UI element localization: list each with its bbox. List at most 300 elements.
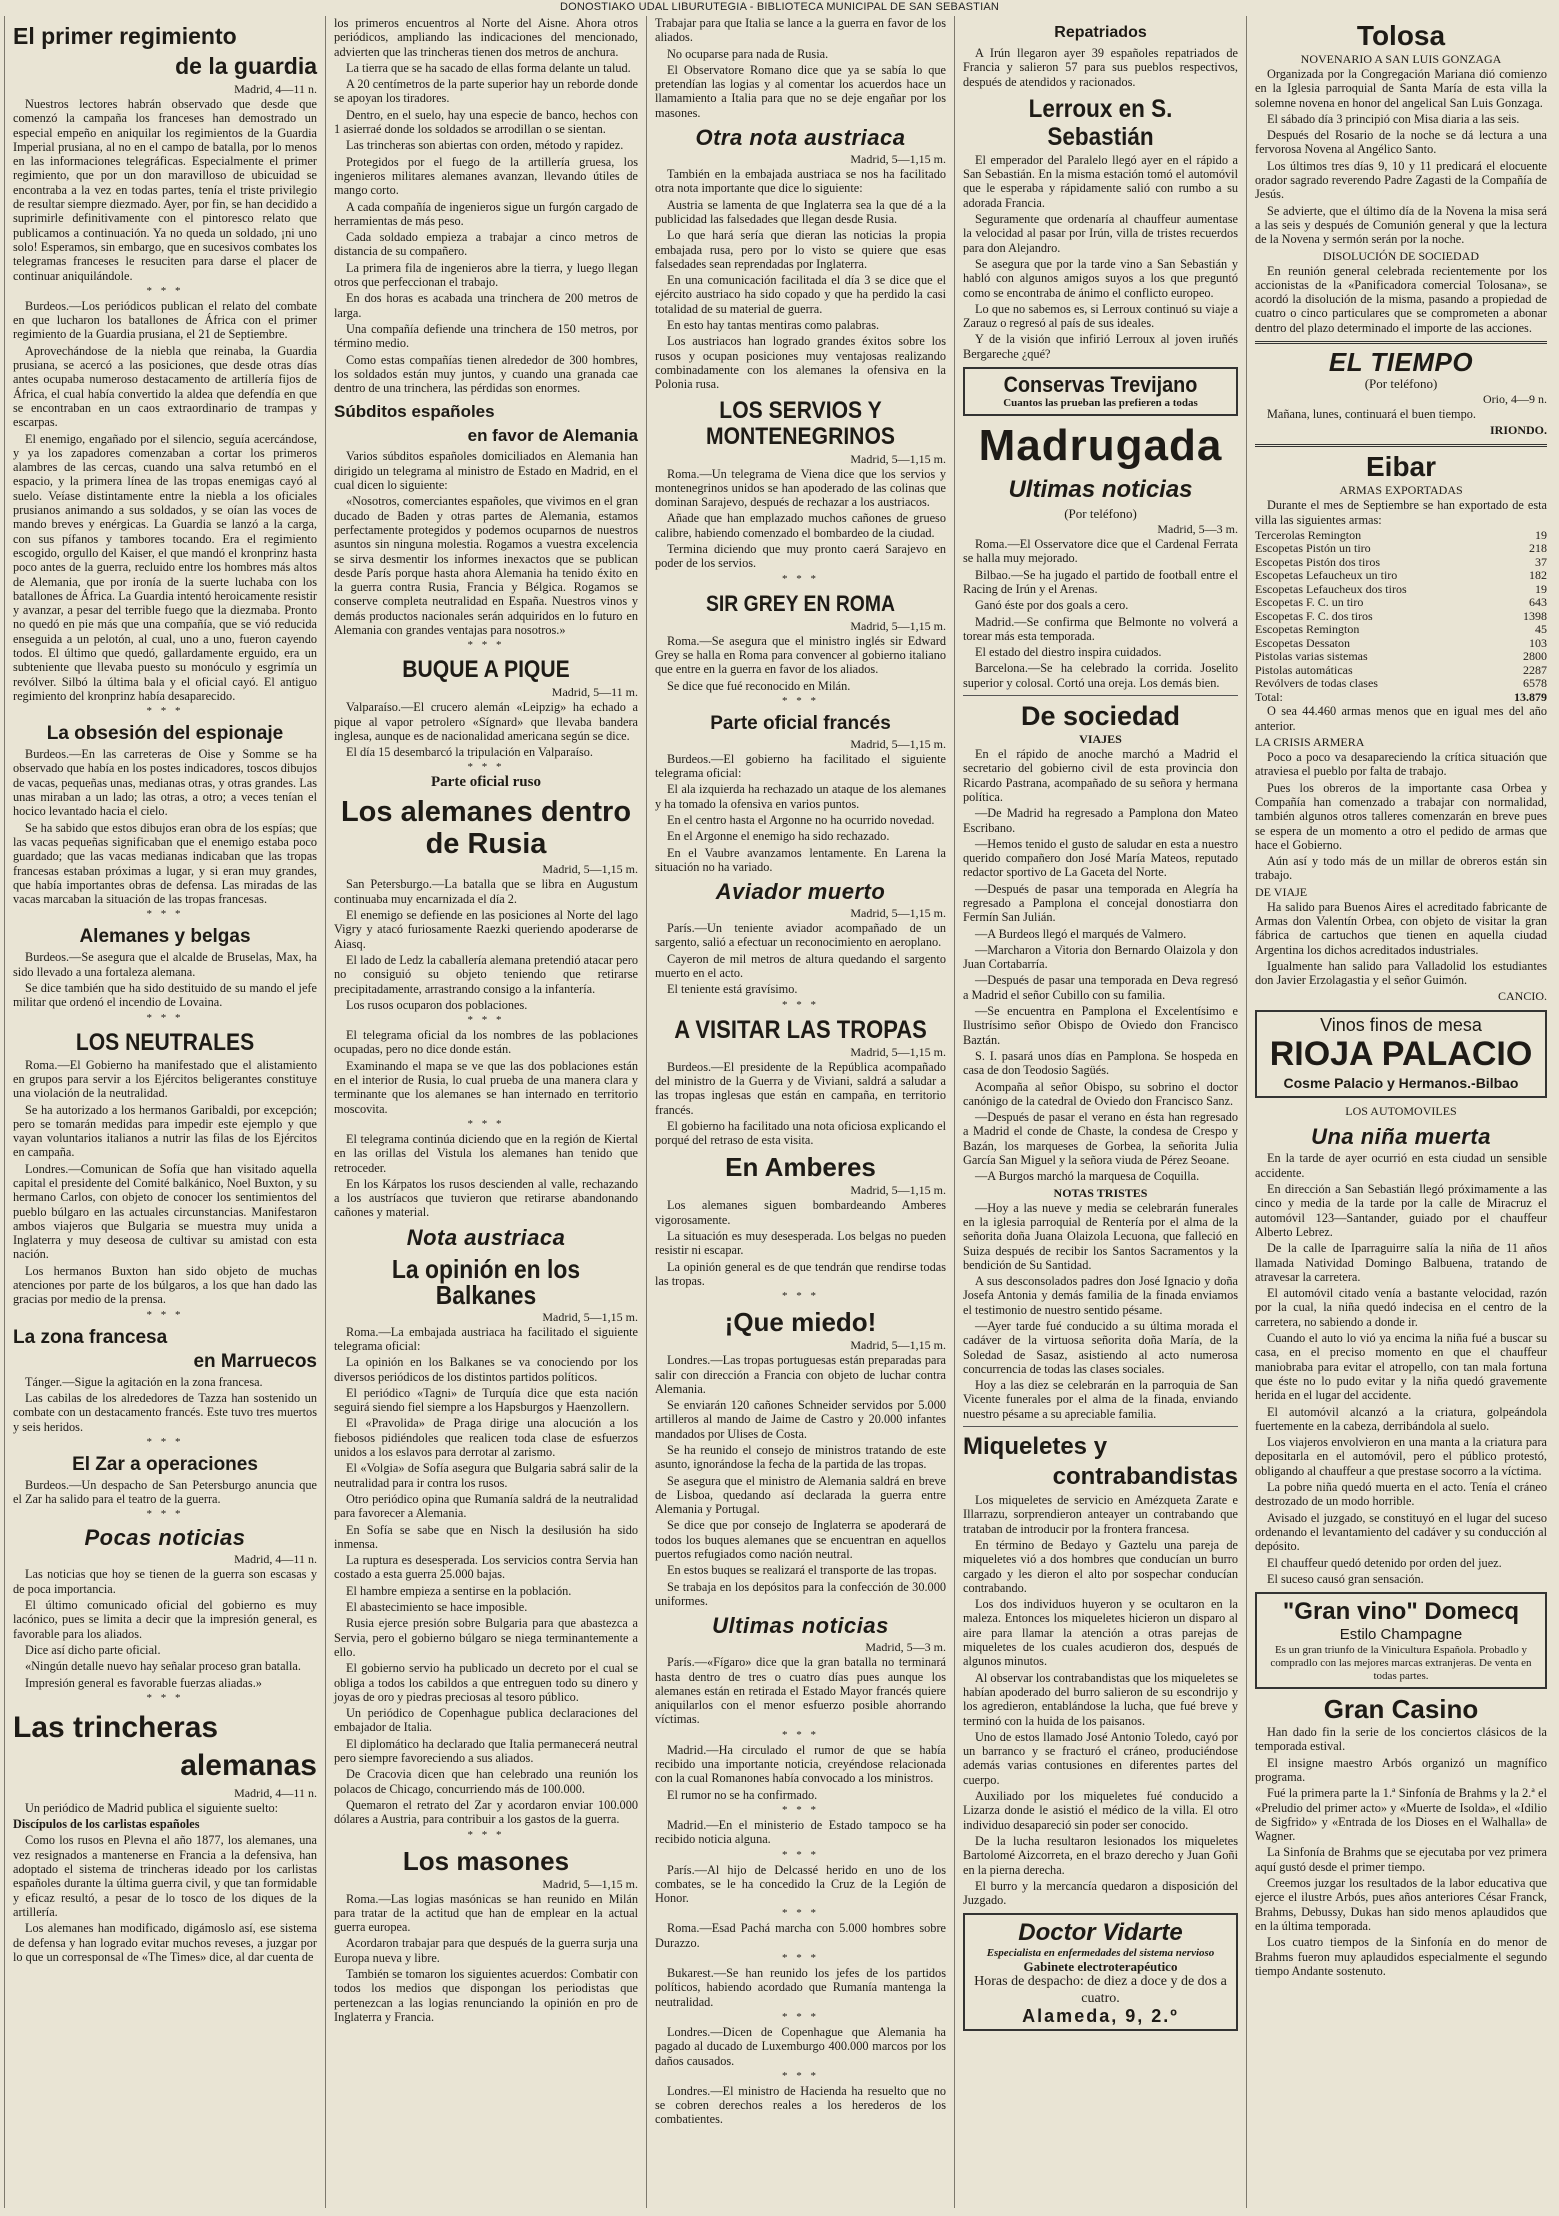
paragraph: Madrid.—En el ministerio de Estado tampoco se ha recibido noticia alguna. <box>655 1817 946 1847</box>
arms-type: Escopetas Dessaton <box>1255 635 1350 650</box>
table-row <box>1255 542 1547 556</box>
ad-rioja-palacio <box>1255 1010 1547 1098</box>
paragraph: Barcelona.—Se ha celebrado la corrida. Joselito superior y colosal. Cortó una oreja. Los demás bien. <box>963 661 1238 690</box>
subheading: LA CRISIS ARMERA <box>1255 735 1365 750</box>
paragraph: El chauffeur quedó detenido por orden del juez. <box>1267 1555 1502 1570</box>
arms-type: Escopetas Pistón dos tiros <box>1255 554 1380 569</box>
paragraph: A Irún llegaron ayer 39 españoles repatriados de Francia y salieron 57 para sus pueblos respectivos, después de atendidos y racionados. <box>963 46 1238 89</box>
paragraph: Se dice también que ha sido destituido de su mando el jefe militar que ordenó el incendio de Lovaina. <box>13 981 317 1010</box>
paragraph: Los alemanes han modificado, digámoslo así, ese sistema de defensa y han logrado evitar muchos reveses, a juzgar por lo que un corresponsal de «The Times» dice, al dar cuenta de <box>13 1921 317 1964</box>
arms-quantity: 2287 <box>1523 662 1547 677</box>
article-title: de la guardia <box>175 53 317 79</box>
paragraph: El enemigo, engañado por el silencio, seguía acercándose, y ya los zapadores comenzaban a cortar los primeros alambres de las cercas, cuando una salva retumbó en el espacio, y la primera línea de las tropas enemigas cayó al suelo. Veíase distintamente entre la niebla a los oficiales prusianos animando a sus soldados, y se oían las voces de mando breves y enérgicas. La Guardia se lanzó a la carga, con sus pífanos y tambores tocando. Era el regimiento escogido, orgullo del Kaiser, el que mandó el kronprinz hasta poco antes de la guerra, recluido entre los hombres más altos de Alemania, que por ironía de la suerte luchaba con los batallones de África. La Guardia intentó heroicamente resistir y avanzar, a pesar del terrible fuego que la diezmaba. Pronto no quedó en pie más que una compañía, que se vió reducida enseguida a un pelotón, al cual, uno a uno, fueron cayendo todos. El último que quedó, gallardamente erguido, era un subteniente que llevaba puesto su monóculo y esgrimía un revólver. Silbó la última bala y el oficial cayó. El antiguo regimiento del kronprinz había desaparecido. <box>13 431 317 703</box>
paragraph: «Ningún detalle nuevo hay señalar proceso gran batalla. <box>25 1659 301 1674</box>
article-title: Lerroux en S. Sebastián <box>1028 94 1173 151</box>
paragraph: Madrid.—Se confirma que Belmonte no volverá a torear más esta temporada. <box>963 614 1238 643</box>
paragraph: En el Vaubre avanzamos lentamente. En Larena la situación no ha variado. <box>655 845 946 874</box>
paragraph: los primeros encuentros al Norte del Aisne. Ahora otros periódicos, ampliando las indicaciones del mencionado, advierten que las trincheras tienen dos metros de anchura. <box>334 16 638 59</box>
article-title: La zona francesa <box>13 1326 168 1348</box>
column-1 <box>4 16 325 2208</box>
ad-line: Cosme Palacio y Hermanos.-Bilbao <box>1283 1075 1519 1092</box>
dateline: Madrid, 5—1,15 m. <box>850 152 946 167</box>
paragraph: El gobierno servio ha publicado un decreto por el cual se obliga a todos los cabildos a que entreguen todo su dinero y joyas de oro y piedras preciosas al tesoro público. <box>334 1661 638 1704</box>
paragraph: Igualmente han salido para Valladolid los estudiantes don Javier Erzolagastia y el señor Guimón. <box>1255 958 1547 988</box>
paragraph: Como los rusos en Plevna el año 1877, los alemanes, una vez resignados a mantenerse en Francia a la defensiva, han adoptado el sistema de trincheras ideado por los carlistas españoles durante la última guerra civil, y que tan formidable y eficaz resultó, a pesar de lo tosco de los diques de la artillería. <box>13 1833 317 1919</box>
paragraph: Otro periódico opina que Rumanía saldrá de la neutralidad para favorecer a Alemania. <box>334 1491 638 1521</box>
ad-line: Es un gran triunfo de la Vinicultura Española. Probadlo y compradlo con las mejores marcas extranjeras. De venta en todas partes. <box>1270 1644 1532 1683</box>
paragraph: Lo que hará sería que dieran las noticias la propia embajada rusa, pero por lo visto se quiere que esas falsedades sean reprendadas por Inglaterra. <box>655 228 946 271</box>
article-title: BUQUE A PIQUE <box>402 656 570 684</box>
paragraph: Dice así dicho parte oficial. <box>25 1642 161 1657</box>
total-value: 13.879 <box>1514 689 1547 704</box>
article-title: Alemanes y belgas <box>79 926 251 948</box>
paragraph: O sea 44.460 armas menos que en igual mes del año anterior. <box>1255 704 1547 733</box>
separator-stars: * * * <box>146 1308 184 1321</box>
dateline: Madrid, 4—11 n. <box>234 1552 317 1567</box>
paragraph: De la lucha resultaron lesionados los miqueletes Bartolomé Aizcorreta, en el brazo derecho y Juan Goñi en la pierna derecha. <box>963 1833 1238 1877</box>
table-row <box>1255 610 1547 624</box>
arms-table <box>1255 529 1547 705</box>
subheading: (Por teléfono) <box>1364 376 1438 392</box>
paragraph: Se asegura que el ministro de Alemania saldrá en breve de Lisboa, quedando así declarada la guerra entre Alemania y Portugal. <box>655 1473 946 1517</box>
dateline: Madrid, 4—11 n. <box>234 1785 317 1800</box>
section-title: Gran Casino <box>1323 1694 1479 1725</box>
table-row <box>1255 664 1547 678</box>
separator-stars: * * * <box>146 1691 184 1704</box>
dateline: Madrid, 5—1,15 m. <box>542 1309 638 1324</box>
paragraph: Acordaron trabajar para que después de la guerra surja una Europa nueva y libre. <box>334 1936 638 1965</box>
article-title: En Amberes <box>725 1152 876 1183</box>
paragraph: En término de Bedayo y Gaztelu una pareja de miqueletes vió a dos hombres que conducían un burro cargado y les dieron el alto por sospechar conducían contrabando. <box>963 1537 1238 1595</box>
separator-stars: * * * <box>467 1117 505 1130</box>
article-title: Los alemanes dentro de Rusia <box>340 796 632 861</box>
ad-title: Doctor Vidarte <box>1018 1919 1183 1947</box>
paragraph: Las noticias que hoy se tienen de la guerra son escasas y de poca importancia. <box>13 1567 317 1596</box>
separator-stars: * * * <box>782 2010 819 2023</box>
paragraph: Nuestros lectores habrán observado que desde que comenzó la campaña los franceses han demostrado un especial empeño en aniquilar los regimientos de la Guardia Imperial prusiana, al no en el campo de batalla, por lo menos en las informaciones telegráficas. Especialmente el primer regimiento, que por un don maravilloso de ubicuidad se encontraba a la vez en todas partes, tenía el triste privilegio de resultar siempre diezmado. Ayer, por fin, se han decidido a suprimirle definitivamente con el pintoresco relato que publicamos a continuación. Ya no queda un soldado, ¡ni uno solo! Esperamos, sin embargo, que en sucesivos combates los telegramas franceses le resuciten para darse el placer de continuar aniquilándole. <box>13 97 317 283</box>
paragraph: Han dado fin la serie de los conciertos clásicos de la temporada estival. <box>1255 1725 1547 1754</box>
article-title: Una niña muerta <box>1311 1124 1491 1150</box>
column-4 <box>954 16 1246 2208</box>
paragraph: Se trabaja en los depósitos para la confección de 30.000 uniformes. <box>655 1579 946 1608</box>
archive-caption: DONOSTIAKO UDAL LIBURUTEGIA - BIBLIOTECA MUNICIPAL DE SAN SEBASTIAN <box>559 1 1000 13</box>
article-title: Miqueletes y <box>963 1433 1108 1461</box>
table-row <box>1255 569 1547 583</box>
arms-type: Escopetas F. C. un tiro <box>1255 595 1364 610</box>
arms-quantity: 6578 <box>1523 676 1547 691</box>
paragraph: Londres.—El ministro de Hacienda ha resuelto que no se cobren derechos reales a los herederos de los combatientes. <box>655 2083 946 2127</box>
paragraph: Y de la visión que infirió Lerroux al joven iruñés Bergareche ¿qué? <box>963 332 1238 361</box>
paragraph: —Marcharon a Vitoria don Bernardo Olaizola y don Juan Cortabarría. <box>963 942 1238 972</box>
paragraph: Las trincheras son abiertas con orden, método y rapidez. <box>346 138 624 153</box>
paragraph: La situación es muy desesperada. Los belgas no pueden resistir ni escapar. <box>655 1229 946 1258</box>
dateline: Orio, 4—9 n. <box>1483 392 1547 407</box>
ad-title: Conservas Trevijano <box>1003 372 1198 398</box>
paragraph: Trabajar para que Italia se lance a la guerra en favor de los aliados. <box>655 16 946 45</box>
paragraph: Fué la primera parte la 1.ª Sinfonía de Brahms y la 2.ª el «Preludio del primer acto» y «Muerte de Isolda», el «Idilio de Sigfrido» y «Entrada de los Dioses en el Walhalla» de Wagner. <box>1255 1786 1547 1844</box>
separator-stars: * * * <box>467 1828 505 1841</box>
table-total-row <box>1255 691 1547 705</box>
paragraph: París.—Un teniente aviador acompañado de un sargento, salió a efectuar un reconocimiento en aeroplano. <box>655 921 946 950</box>
column-3 <box>646 16 954 2208</box>
article-title: en Marruecos <box>193 1350 317 1372</box>
paragraph: El burro y la mercancía quedaron a disposición del Juzgado. <box>963 1878 1238 1908</box>
section-title: De sociedad <box>1020 701 1181 732</box>
paragraph: Añade que han emplazado muchos cañones de grueso calibre, habiendo comenzado el bombardeo de la ciudad. <box>655 511 946 540</box>
arms-quantity: 643 <box>1529 595 1547 610</box>
paragraph: Londres.—Las tropas portuguesas están preparadas para salir con dirección a Francia con objeto de luchar contra Alemania. <box>655 1353 946 1396</box>
arms-table-body <box>1255 529 1547 691</box>
ad-line: Horas de despacho: de diez a doce y de dos a cuatro. <box>974 1974 1227 2007</box>
paragraph: Uno de estos llamado José Antonio Toledo, cayó por un barranco y se fracturó el cráneo, produciéndose además varias contusiones en diferentes partes del cuerpo. <box>963 1729 1238 1787</box>
dateline: Madrid, 5—3 m. <box>1157 522 1238 537</box>
paragraph: Tánger.—Sigue la agitación en la zona francesa. <box>25 1374 263 1389</box>
paragraph: En estos buques se realizará el transporte de las tropas. <box>667 1563 937 1578</box>
paragraph: Ha salido para Buenos Aires el acreditado fabricante de Armas don Valentín Orbea, con objeto de visitar la gran fábrica de cartuchos que tienen en aquella ciudad Argentina los dichos acreditados industriales. <box>1255 899 1547 957</box>
paragraph: —A Burdeos llegó el marqués de Valmero. <box>975 926 1187 941</box>
ad-conservas-trevijano <box>963 367 1238 416</box>
arms-type: Pistolas varias sistemas <box>1255 649 1368 664</box>
arms-type: Escopetas F. C. dos tiros <box>1255 608 1373 623</box>
divider <box>1255 444 1547 447</box>
paragraph: A sus desconsolados padres don José Ignacio y doña Josefa Antonia y demás familia de la finada enviamos el testimonio de nuestro sentido pésame. <box>963 1274 1238 1317</box>
paragraph: Roma.—El Gobierno ha manifestado que el alistamiento en grupos para servir a los Ejércitos beligerantes constituye una violación de la neutralidad. <box>13 1057 317 1101</box>
arms-type: Escopetas Pistón un tiro <box>1255 541 1371 556</box>
paragraph: Los viajeros envolvieron en una manta a la criatura para depositarla en el automóvil, pero el público protestó, obligando al chauffeur a que prestase socorro a la víctima. <box>1255 1435 1547 1478</box>
subheading: NOVENARIO A SAN LUIS GONZAGA <box>1300 52 1502 66</box>
article-title: El primer regimiento <box>13 23 237 49</box>
paragraph: El Observatore Romano dice que ya se sabía lo que pretendían las logias y al comentar los acuerdos hace un llamamiento a Italia para que no se deje engañar por los masones. <box>655 62 946 120</box>
subheading: Parte oficial ruso <box>431 774 541 791</box>
article-title: LOS SERVIOS Y MONTENEGRINOS <box>706 396 895 450</box>
paragraph: Los austriacos han logrado grandes éxitos sobre los rusos y ocupan posiciones muy ventajosas realizando combinadamente con los alemanes la ofensiva en la Polonia rusa. <box>655 334 946 392</box>
separator-stars: * * * <box>146 1011 184 1024</box>
paragraph: Roma.—Un telegrama de Viena dice que los servios y montenegrinos unidos se han apoderado de las colinas que dominan Sarajevo, después de rechazar a los austriacos. <box>655 466 946 510</box>
paragraph: El teniente está gravísimo. <box>667 982 798 997</box>
separator-stars: * * * <box>782 2069 819 2082</box>
paragraph: Burdeos.—Un despacho de San Petersburgo anuncia que el Zar ha salido para el teatro de la guerra. <box>13 1477 317 1507</box>
paragraph: También en la embajada austriaca se nos ha facilitado otra nota importante que dice lo siguiente: <box>655 167 946 196</box>
paragraph: Los rusos ocuparon dos poblaciones. <box>346 997 528 1012</box>
paragraph: Se enviarán 120 cañones Schneider servidos por 5.000 artilleros al mando de Jaime de Castro y 20.000 infantes mandados por Ulises de Costa. <box>655 1398 946 1441</box>
paragraph: Las cabilas de los alrededores de Tazza han sostenido un combate con un destacamento francés. Este tuvo tres muertos y seis heridos. <box>13 1390 317 1434</box>
paragraph: La primera fila de ingenieros abre la tierra, y luego llegan otros que perfeccionan el trabajo. <box>334 260 638 290</box>
separator-stars: * * * <box>782 694 819 707</box>
ad-gran-vino-domecq <box>1255 1592 1547 1689</box>
paragraph: París.—Al hijo de Delcassé herido en uno de los combates, se le ha concedido la Cruz de la Legión de Honor. <box>655 1862 946 1906</box>
paragraph: En dos horas es acabada una trinchera de 200 metros de larga. <box>334 291 638 320</box>
table-row <box>1255 556 1547 570</box>
paragraph: Londres.—Dicen de Copenhague que Alemania ha pagado al ducado de Luxemburgo 400.000 marcos por los daños causados. <box>655 2024 946 2068</box>
paragraph: Un periódico de Madrid publica el siguiente suelto: <box>25 1800 279 1815</box>
separator-stars: * * * <box>782 1907 819 1920</box>
article-title: SIR GREY EN ROMA <box>706 590 895 616</box>
paragraph: Después del Rosario de la noche se dá lectura a una fervorosa Novena al Angélico Santo. <box>1255 128 1547 157</box>
section-title: Madrugada <box>978 421 1223 471</box>
article-title: A VISITAR LAS TROPAS <box>674 1015 927 1044</box>
article-title: La opinión en los Balkanes <box>391 1253 581 1310</box>
ad-line: Vinos finos de mesa <box>1320 1015 1482 1036</box>
paragraph: En la tarde de ayer ocurrió en esta ciudad un sensible accidente. <box>1255 1151 1547 1180</box>
subheading: Discípulos de los carlistas españoles <box>13 1817 200 1832</box>
ad-title: RIOJA PALACIO <box>1269 1035 1533 1074</box>
column-2 <box>325 16 646 2208</box>
paragraph: París.—«Fígaro» dice que la gran batalla no terminará hasta dentro de tres o cuatro días pues aunque los alemanes están en retirada el Estado Mayor francés quiere aniquilarlos con el menor esfuerzo posible ahorrando víctimas. <box>655 1655 946 1727</box>
paragraph: La Sinfonía de Brahms que se ejecutaba por vez primera aquí gustó desde el primer tiempo. <box>1255 1845 1547 1874</box>
article-title: Ultimas noticias <box>1008 476 1193 504</box>
section-title: EL TIEMPO <box>1328 347 1474 378</box>
paragraph: Quemaron el retrato del Zar y acordaron enviar 100.000 dólares a Austria, para contribuir a los gastos de la guerra. <box>334 1797 638 1827</box>
table-row <box>1255 637 1547 651</box>
arms-quantity: 218 <box>1529 541 1547 556</box>
paragraph: Impresión general es favorable fuerzas aliadas.» <box>25 1675 262 1690</box>
paragraph: El diplomático ha declarado que Italia permanecerá neutral pero siempre favoreciendo a sus aliados. <box>334 1736 638 1766</box>
paragraph: Los últimos tres días 9, 10 y 11 predicará el elocuente orador sagrado reverendo Padre Zagasti de la Compañía de Jesús. <box>1255 158 1547 202</box>
article-title: en favor de Alemania <box>467 426 638 446</box>
paragraph: —Después de pasar el verano en ésta han regresado a Madrid el conde de Chaste, la condesa de Crespo y Bazán, los marqueses de Gorbea, la señorita Julia García San Miguel y la señora viuda de Pérez Seoane. <box>963 1110 1238 1168</box>
signature: IRIONDO. <box>1489 423 1547 438</box>
paragraph: La tierra que se ha sacado de ellas forma delante un talud. <box>346 60 631 75</box>
separator-stars: * * * <box>146 284 184 297</box>
paragraph: Auxiliado por los miqueletes fué conducido a Lizarza donde le asistió el médico de la villa. El otro individuo desapareció sin poder ser conocido. <box>963 1789 1238 1832</box>
paragraph: Austria se lamenta de que Inglaterra sea la que dé a la publicidad las falsedades que llegan desde Rusia. <box>655 197 946 226</box>
article-title: Las trincheras <box>13 1710 219 1744</box>
article-title: Los masones <box>402 1845 570 1876</box>
paragraph: Cada soldado empieza a trabajar a cinco metros de distancia de su compañero. <box>334 230 638 259</box>
arms-quantity: 182 <box>1529 568 1547 583</box>
paragraph: Se ha sabido que estos dibujos eran obra de los espías; que las vacas pequeñas significaban que el enemigo estaba poco guardado; que las vacas medianas indicaban que las tropas francesas estaban próximas a lugar, y si eran muy grandes, que había importantes obras de defensa. Las miradas de las vacas marcaban la situación de las tropas francesas. <box>13 820 317 907</box>
paragraph: El telegrama continúa diciendo que en la región de Kiertal en las orillas del Vistula los alemanes han tenido que retroceder. <box>334 1131 638 1175</box>
paragraph: Roma.—La embajada austriaca ha facilitado el siguiente telegrama oficial: <box>334 1324 638 1353</box>
paragraph: El gobierno ha facilitado una nota oficiosa explicando el porqué del retraso de esta visita. <box>655 1118 946 1148</box>
paragraph: El último comunicado oficial del gobierno es muy lacónico, pues se limita a decir que la impresión general, es favorable para los aliados. <box>13 1598 317 1641</box>
divider <box>1255 341 1547 344</box>
paragraph: El sábado día 3 principió con Misa diaria a las seis. <box>1267 111 1520 126</box>
paragraph: El telegrama oficial da los nombres de las poblaciones ocupadas, pero no dice donde están. <box>334 1028 638 1057</box>
paragraph: Se advierte, que el último día de la Novena la misa será a las seis y después de Comunión general y que la lectura de la Novena y sermón serán por la noche. <box>1255 203 1547 247</box>
paragraph: Aprovechándose de la niebla que reinaba, la Guardia prusiana, se acercó a las posiciones, que desde otras días antes ocupaba numeroso destacamento de artillería fijos de África, el cual había convertido la aldea que defendía en que se encontraban en un caos extraordinario de trampas y escarpas. <box>13 343 317 430</box>
paragraph: Roma.—Esad Pachá marcha con 5.000 hombres sobre Durazzo. <box>655 1921 946 1950</box>
paragraph: Burdeos.—El presidente de la República acompañado del ministro de la Guerra y de Viviani, saldrá a saludar a las tropas inglesas que están en campaña, en territorio francés. <box>655 1059 946 1117</box>
ad-address: Alameda, 9, 2.º <box>1022 2006 1179 2027</box>
paragraph: El enemigo se defiende en las posiciones al Norte del lago Vigry y atacó furiosamente Raezki queriendo apoderarse de Aiasq. <box>334 908 638 951</box>
table-row <box>1255 529 1547 543</box>
arms-quantity: 19 <box>1535 527 1547 542</box>
article-title: Parte oficial francés <box>710 712 891 734</box>
paragraph: «Nosotros, comerciantes españoles, que vivimos en el gran ducado de Baden y otras partes de Alemania, estamos perfectamente protegidos y podemos ocuparnos de nuestros asuntos sin ninguna molestia. Rogamos a vuestra excelencia se sirva desmentir los informes inexactos que se publican desde París porque hasta ahora Alemania ha tenido éxito en la guerra contra Rusia, Francia y Bélgica. Rogamos se conserve completa neutralidad en España. Nuestros vinos y demás productos nacionales serán adquiridos en lo futuro en Alemania con grandes ventajas para nosotros.» <box>334 494 638 637</box>
article-title: El Zar a operaciones <box>72 1453 258 1475</box>
paragraph: Aún así y todo más de un millar de obreros están sin trabajo. <box>1255 854 1547 883</box>
paragraph: Cuando el auto lo vió ya encima la niña fué a buscar su casa, en el preciso momento en que el chauffeur maniobraba para evitar el atropello, con tan mala fortuna que éste no lo pudo evitar y la niña quedó gravemente herida en el lugar del accidente. <box>1255 1331 1547 1403</box>
paragraph: Madrid.—Ha circulado el rumor de que se había recibido una importante noticia, creyéndose relacionada con la cual Romanones había convocado a los ministros. <box>655 1742 946 1786</box>
paragraph: —Después de pasar una temporada en Alegría ha regresado a Pamplona el concejal donostiarra don Fermín San Julián. <box>963 881 1238 925</box>
paragraph: S. I. pasará unos días en Pamplona. Se hospeda en casa de don Teodosio Sagüés. <box>963 1048 1238 1078</box>
dateline: Madrid, 5—1,15 m. <box>542 862 638 877</box>
paragraph: El abastecimiento se hace imposible. <box>346 1600 528 1615</box>
ad-title: "Gran vino" Domecq <box>1282 1598 1520 1626</box>
paragraph: Roma.—Se asegura que el ministro inglés sir Edward Grey se halla en Roma para convencer al gobierno italiano que entre en la guerra en favor de los aliados. <box>655 633 946 677</box>
paragraph: Se dice que por consejo de Inglaterra se apoderará de todos los buques alemanes que se encuentran en aquellos puertos refugiados como nación neutral. <box>655 1518 946 1562</box>
arms-quantity: 2800 <box>1523 649 1547 664</box>
paragraph: A 20 centímetros de la parte superior hay un reborde donde se apoyan los tiradores. <box>334 77 638 106</box>
paragraph: Los alemanes siguen bombardeando Amberes vigorosamente. <box>655 1198 946 1227</box>
paragraph: El hambre empieza a sentirse en la población. <box>346 1583 572 1598</box>
article-title: contrabandistas <box>1052 1463 1238 1491</box>
paragraph: El lado de Ledz la caballería alemana pretendió atacar pero no consiguió su objeto teniendo que retirarse precipitadamente, arrastrando consigo a la infantería. <box>334 952 638 996</box>
paragraph: Al observar los contrabandistas que los miqueletes se habían apoderado del burro salieron de su escondrijo y los agredieron, entablándose la lucha, que fué breve y terminó con la huida de los paisanos. <box>963 1670 1238 1728</box>
arms-type: Tercerolas Remington <box>1255 527 1362 542</box>
paragraph: Seguramente que ordenaría al chauffeur aumentase la velocidad al pasar por Irún, villa de tristes recuerdos para don Alejandro. <box>963 212 1238 255</box>
dateline: Madrid, 5—3 m. <box>865 1640 946 1655</box>
divider <box>963 1426 1238 1427</box>
subheading: (Por teléfono) <box>1064 506 1137 522</box>
paragraph: Bilbao.—Se ha jugado el partido de football entre el Racing de Irún y el Arenas. <box>963 567 1238 596</box>
paragraph: Los miqueletes de servicio en Amézqueta Zarate e Illarrazu, sorprendieron anteayer un contrabando que trataban de introducir por la frontera francesa. <box>963 1493 1238 1536</box>
paragraph: El «Volgia» de Sofía asegura que Bulgaria sabrá salir de la neutralidad para ir contra los rusos. <box>334 1461 638 1490</box>
separator-stars: * * * <box>467 761 505 774</box>
arms-type: Revólvers de todas clases <box>1255 676 1378 691</box>
separator-stars: * * * <box>782 1803 819 1816</box>
paragraph: Como estas compañías tienen alrededor de 300 hombres, los soldados están muy juntos, y cuando una granada cae dentro de una trinchera, las pérdidas son enormes. <box>334 352 638 396</box>
paragraph: Londres.—Comunican de Sofía que han visitado aquella capital el presidente del Comité balkánico, Noel Buxton, y su hermano Carlos, con objeto de conocer los sentimientos del pueblo búlgaro en las actuales circunstancias. Manifestaron ambos viajeros que Bulgaria se muestra muy unida a Inglaterra y muy deseosa de cultivar su amistad con esta nación. <box>13 1161 317 1262</box>
separator-stars: * * * <box>782 1290 819 1303</box>
paragraph: La opinión general es de que tendrán que rendirse todas las tropas. <box>655 1259 946 1288</box>
paragraph: Bukarest.—Se han reunido los jefes de los partidos políticos, habiendo acordado que Rumanía mantenga la neutralidad. <box>655 1966 946 2009</box>
paragraph: El ala izquierda ha rechazado un ataque de los alemanes y ha tomado la ofensiva en varios puntos. <box>655 782 946 811</box>
arms-type: Pistolas automáticas <box>1255 662 1353 677</box>
dateline: Madrid, 5—1,15 m. <box>850 451 946 466</box>
paragraph: —Después de pasar una temporada en Deva regresó a Madrid el señor Cubillo con su familia. <box>963 973 1238 1002</box>
subheading: VIAJES <box>1079 732 1122 747</box>
arms-type: Escopetas Remington <box>1255 622 1360 637</box>
paragraph: Dentro, en el suelo, hay una especie de banco, hechos con 1 asierraé donde los soldados se arrodillan o se sientan. <box>334 107 638 137</box>
paragraph: Burdeos.—Se asegura que el alcalde de Bruselas, Max, ha sido llevado a una fortaleza alemana. <box>13 950 317 979</box>
separator-stars: * * * <box>146 908 184 921</box>
paragraph: Avisado el juzgado, se constituyó en el lugar del suceso ordenando el levantamiento del cadáver y su conducción al depósito. <box>1255 1510 1547 1554</box>
paragraph: Roma.—El Osservatore dice que el Cardenal Ferrata se halla muy mejorado. <box>963 537 1238 566</box>
paragraph: El rumor no se ha confirmado. <box>667 1787 818 1802</box>
paragraph: Valparaíso.—El crucero alemán «Leipzig» ha echado a pique al vapor petrolero «Sígnard» que llevaba bandera inglesa, aunque es de nacionalidad americana según se dice. <box>334 700 638 743</box>
table-row <box>1255 596 1547 610</box>
article-title: Pocas noticias <box>84 1525 246 1551</box>
article-title: Otra nota austriaca <box>695 125 906 151</box>
dateline: Madrid, 5—1,15 m. <box>850 736 946 751</box>
paragraph: Roma.—Las logias masónicas se han reunido en Milán para tratar de la actitud que han de emplear en la actual guerra europea. <box>334 1891 638 1935</box>
paragraph: En dirección a San Sebastián llegó próximamente a las cinco y media de la tarde por la calle de Miracruz el automóvil 123—Santander, guiado por el chauffeur Alberto Lebrez. <box>1255 1182 1547 1239</box>
separator-stars: * * * <box>782 1952 819 1965</box>
table-row <box>1255 677 1547 691</box>
article-title: Repatriados <box>1054 24 1147 41</box>
paragraph: La pobre niña quedó muerta en el acto. Tenía el cráneo destrozado de un modo horrible. <box>1255 1480 1547 1509</box>
paragraph: —A Burgos marchó la marquesa de Coquilla. <box>975 1169 1200 1184</box>
arms-quantity: 103 <box>1529 635 1547 650</box>
section-title: Eibar <box>1365 451 1437 483</box>
paragraph: En reunión general celebrada recientemente por los accionistas de la «Panificadora comercial Tolosana», se acordó la disolución de la misma, pasando a propiedad de cuatro o cinco particulares que se comprometen a abonar dentro del plazo determinado el importe de las acciones. <box>1255 263 1547 335</box>
paragraph: En el centro hasta el Argonne no ha ocurrido novedad. <box>667 812 935 827</box>
arms-type: Escopetas Lefaucheux dos tiros <box>1255 581 1407 596</box>
separator-stars: * * * <box>782 998 819 1011</box>
paragraph: El automóvil citado venía a bastante velocidad, razón por la cual, la niña quedó indecisa en el centro de la carretera, no sabiendo a donde ir. <box>1255 1286 1547 1329</box>
paragraph: Mañana, lunes, continuará el buen tiempo. <box>1267 407 1476 422</box>
paragraph: En el Argonne el enemigo ha sido rechazado. <box>667 829 890 844</box>
dateline: Madrid, 5—11 m. <box>551 685 638 700</box>
divider <box>963 695 1238 696</box>
separator-stars: * * * <box>467 639 505 652</box>
ad-line: Estilo Champagne <box>1339 1626 1463 1644</box>
arms-quantity: 19 <box>1535 581 1547 596</box>
paragraph: Organizada por la Congregación Mariana dió comienzo en la Iglesia parroquial de Santa María de esta villa la solemne novena en honor del angelical San Luis Gonzaga. <box>1255 67 1547 110</box>
paragraph: El automóvil alcanzó a la criatura, golpeándola fuertemente en la cabeza, derribándola al suelo. <box>1255 1404 1547 1433</box>
ad-line: Especialista en enfermedades del sistema nervioso <box>986 1947 1215 1960</box>
paragraph: Un periódico de Copenhague publica declaraciones del embajador de Italia. <box>334 1706 638 1735</box>
paragraph: —Se encuentra en Pamplona el Excelentísimo e Ilustrísimo señor Obispo de Oviedo don Francisco Baztán. <box>963 1004 1238 1047</box>
paragraph: Se ha reunido el consejo de ministros tratando de este asunto, ignorándose la fecha de la partida de las tropas. <box>655 1443 946 1472</box>
paragraph: Acompaña al señor Obispo, su sobrino el doctor canónigo de la catedral de Oviedo don Francisco Sanz. <box>963 1079 1238 1108</box>
separator-stars: * * * <box>146 705 184 718</box>
subheading: DISOLUCIÓN DE SOCIEDAD <box>1323 248 1479 263</box>
dateline: Madrid, 5—1,15 m. <box>850 1183 946 1198</box>
paragraph: De la calle de Iparraguirre salía la niña de 11 años llamada Natividad Domingo Balbuena, tratando de atravesar la carretera. <box>1255 1241 1547 1284</box>
ad-doctor-vidarte <box>963 1913 1238 2031</box>
column-5 <box>1246 16 1555 2208</box>
section-title: Tolosa <box>1356 20 1446 51</box>
separator-stars: * * * <box>782 572 819 585</box>
separator-stars: * * * <box>782 1848 819 1861</box>
paragraph: Examinando el mapa se ve que las dos poblaciones están en el interior de Rusia, lo cual prueba de una manera clara y terminante que los alemanes se han internado en territorio moscovita. <box>334 1058 638 1116</box>
dateline: Madrid, 5—1,15 m. <box>850 906 946 921</box>
dateline: Madrid, 5—1,15 m. <box>850 1044 946 1059</box>
paragraph: El estado del diestro inspira cuidados. <box>975 645 1162 660</box>
subheading: LOS AUTOMOVILES <box>1345 1104 1457 1119</box>
table-row <box>1255 623 1547 637</box>
separator-stars: * * * <box>146 1435 184 1448</box>
paragraph: De Cracovia dicen que han celebrado una reunión los polacos de Chicago, concurriendo más de 100.000. <box>334 1767 638 1796</box>
paragraph: Ganó éste por dos goals a cero. <box>975 598 1129 613</box>
paragraph: —De Madrid ha regresado a Pamplona don Mateo Escribano. <box>963 806 1238 835</box>
paragraph: Hoy a las diez se celebrarán en la parroquia de San Vicente funerales por el alma de la finada, enviando nuestro pésame a su apreciable familia. <box>963 1378 1238 1421</box>
paragraph: Cayeron de mil metros de altura quedando el sargento muerto en el acto. <box>655 951 946 981</box>
dateline: Madrid, 5—1,15 m. <box>850 618 946 633</box>
paragraph: Se asegura que por la tarde vino a San Sebastián y habló con algunos amigos suyos a los que preguntó como se encontraba de ánimo el conflicto europeo. <box>963 256 1238 300</box>
dateline: Madrid, 5—1,15 m. <box>850 1338 946 1353</box>
paragraph: En Sofía se sabe que en Nisch la desilusión ha sido inmensa. <box>334 1522 638 1551</box>
paragraph: Se dice que fué reconocido en Milán. <box>667 678 851 693</box>
paragraph: En los Kárpatos los rusos descienden al valle, rechazando a los austríacos que tuvieron que retirarse abandonando cañones y material. <box>334 1176 638 1220</box>
article-title: Nota austriaca <box>406 1224 566 1250</box>
separator-stars: * * * <box>146 1508 184 1521</box>
paragraph: No ocuparse para nada de Rusia. <box>667 46 829 61</box>
paragraph: En esto hay tantas mentiras como palabras. <box>667 318 880 333</box>
paragraph: La ruptura es desesperada. Los servicios contra Servia han costado a esta guerra 25.000 bajas. <box>334 1553 638 1582</box>
paragraph: Rusia ejerce presión sobre Bulgaria para que abastezca a Servia, pero el gobierno búlgaro se niega terminantemente a ello. <box>334 1616 638 1659</box>
paragraph: El emperador del Paralelo llegó ayer en el rápido a San Sebastián. En la misma estación tomó el automóvil que le esperaba y rápidamente salió con rumbo a su adorada Francia. <box>963 152 1238 210</box>
dateline: Madrid, 5—1,15 m. <box>542 1876 638 1891</box>
subheading: DE VIAJE <box>1255 884 1308 899</box>
separator-stars: * * * <box>782 1728 819 1741</box>
paragraph: Una compañía defiende una trinchera de 150 metros, por término medio. <box>334 321 638 351</box>
subheading: NOTAS TRISTES <box>1053 1185 1148 1200</box>
paragraph: Creemos juzgar los resultados de la labor educativa que ejerce el ilustre Arbós, pues años anteriores César Franck, Brahms, Debussy, Dukas han sido menos aplaudidos que en la última temporada. <box>1255 1876 1547 1933</box>
article-title: LOS NEUTRALES <box>75 1028 255 1056</box>
paragraph: El insigne maestro Arbós organizó un magnífico programa. <box>1255 1755 1547 1784</box>
article-title: Ultimas noticias <box>712 1613 889 1639</box>
arms-quantity: 45 <box>1535 622 1547 637</box>
arms-type: Escopetas Lefaucheux un tiro <box>1255 568 1398 583</box>
article-title: Súbditos españoles <box>334 402 495 422</box>
paragraph: Durante el mes de Septiembre se han exportado de esta villa las siguientes armas: <box>1255 498 1547 527</box>
paragraph: La opinión en los Balkanes se va conociendo por los diversos periódicos de los distintos partidos políticos. <box>334 1355 638 1384</box>
paragraph: Se ha autorizado a los hermanos Garibaldi, por excepción; pero se tomarán medidas para impedir este ejemplo y que vayan voluntarios italianos a nutrir las filas de los Ejércitos en campaña. <box>13 1102 317 1160</box>
